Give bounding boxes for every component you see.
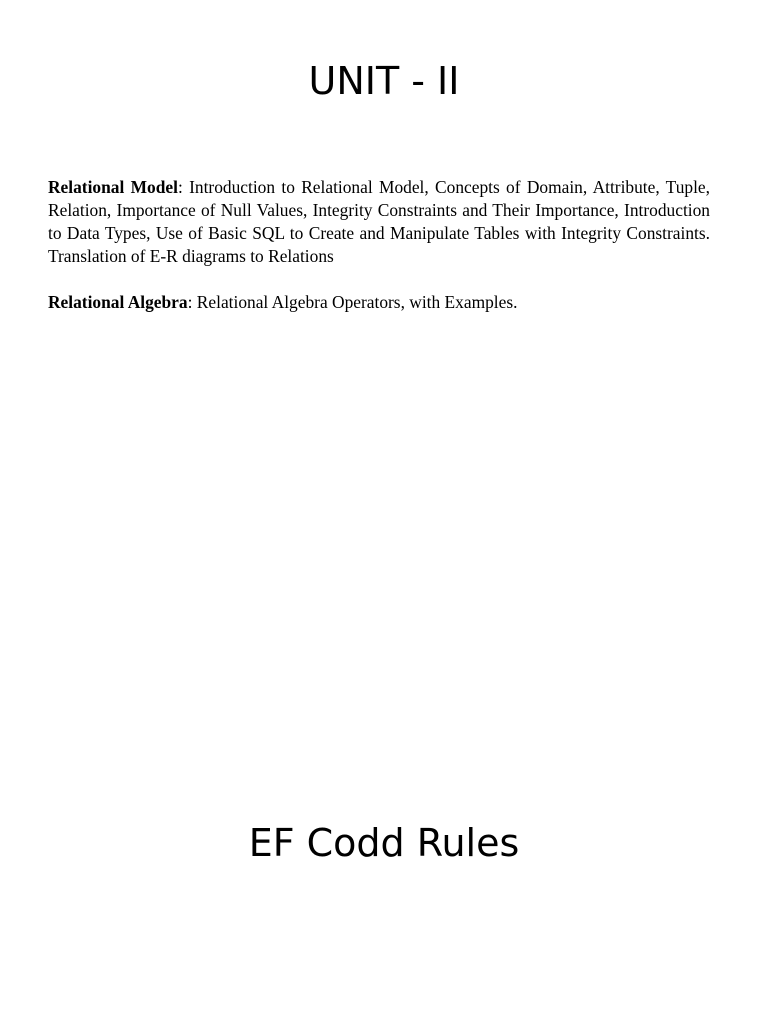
relational-model-text: : Introduction to Relational Model, Concepts of Domain, Attribute, Tuple, Relation, Importance of Null Values, Integrity Constraints and Their Importance, Introduction to Data Types, Use of Basic SQL to Create and Manipulate Tables with Integrity Constraints. Translation of E-R diagrams to Relations xyxy=(48,177,710,266)
slide-title: EF Codd Rules xyxy=(248,821,520,865)
syllabus-content xyxy=(48,176,710,314)
slide-title: UNIT - II xyxy=(308,59,460,103)
slide-codd-rules xyxy=(0,512,768,1024)
relational-algebra-paragraph xyxy=(48,291,710,314)
relational-model-paragraph xyxy=(48,176,710,268)
relational-model-heading: Relational Model xyxy=(48,177,178,197)
relational-algebra-text: : Relational Algebra Operators, with Examples. xyxy=(187,292,518,312)
relational-algebra-heading: Relational Algebra xyxy=(48,292,188,312)
